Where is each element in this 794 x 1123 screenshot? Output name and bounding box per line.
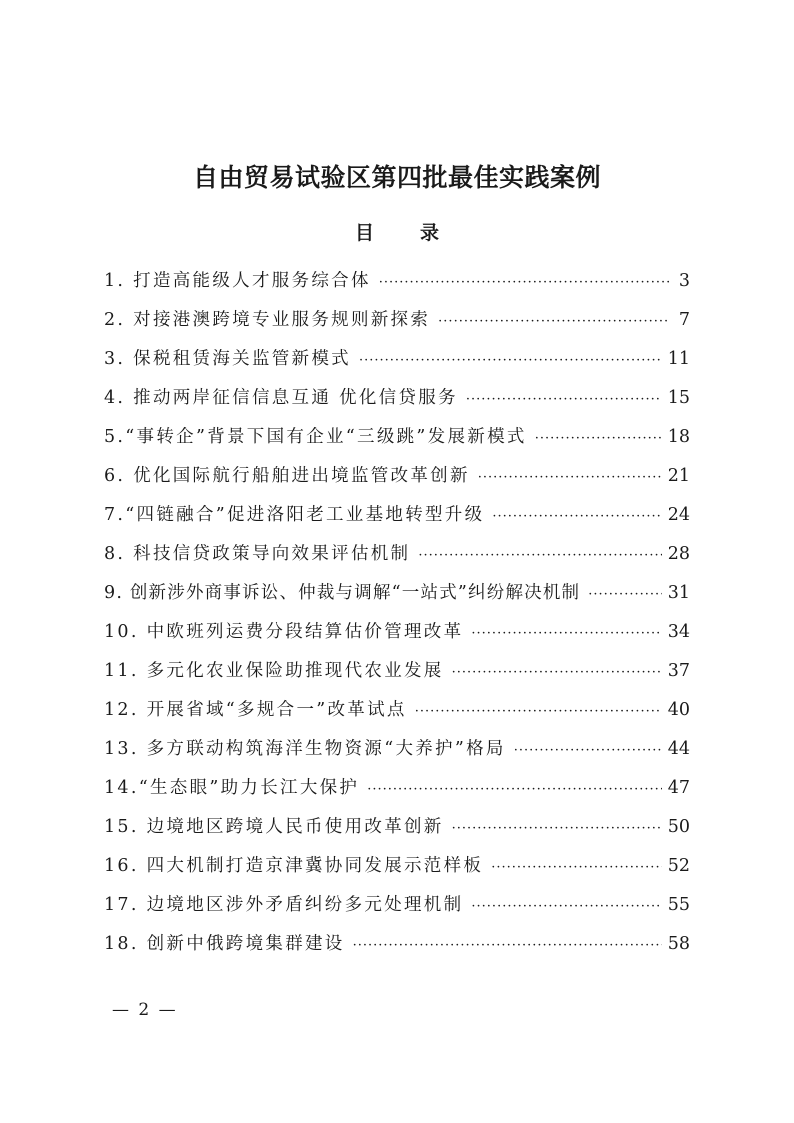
- toc-leader-dots: [491, 853, 662, 883]
- toc-entry-1[interactable]: [104, 266, 690, 305]
- toc-leader-dots: [452, 814, 662, 844]
- toc-entry-title: 16. 四大机制打造京津冀协同发展示范样板: [104, 856, 484, 876]
- toc-leader-dots: [418, 541, 661, 571]
- toc-entry-6[interactable]: [104, 461, 690, 500]
- toc-leader-dots: [353, 931, 662, 961]
- toc-entry-title: 12. 开展省域“多规合一”改革试点: [104, 700, 407, 720]
- toc-entry-title: 10. 中欧班列运费分段结算估价管理改革: [104, 622, 464, 642]
- toc-entry-title: 15. 边境地区跨境人民币使用改革创新: [104, 817, 444, 837]
- toc-leader-dots: [492, 502, 661, 532]
- toc-heading-char-1: 目: [354, 222, 374, 244]
- toc-leader-dots: [452, 658, 662, 688]
- toc-entry-15[interactable]: [104, 812, 690, 851]
- toc-entry-16[interactable]: [104, 851, 690, 890]
- toc-entry-2[interactable]: [104, 305, 690, 344]
- toc-entry-page: 52: [667, 856, 690, 876]
- toc-entry-title: 3. 保税租赁海关监管新模式: [104, 349, 351, 369]
- toc-entry-title: 11. 多元化农业保险助推现代农业发展: [104, 661, 444, 681]
- toc-entry-18[interactable]: [104, 929, 690, 968]
- toc-entry-4[interactable]: [104, 383, 690, 422]
- toc-entry-title: 17. 边境地区涉外矛盾纠纷多元处理机制: [104, 895, 464, 915]
- toc-entry-page: 34: [667, 622, 690, 642]
- toc-leader-dots: [471, 892, 661, 922]
- toc-entry-title: 7.“四链融合”促进洛阳老工业基地转型升级: [104, 505, 485, 525]
- toc-entry-11[interactable]: [104, 656, 690, 695]
- toc-leader-dots: [379, 268, 670, 298]
- toc-entry-page: 24: [667, 505, 690, 525]
- toc-entry-title: 1. 打造高能级人才服务综合体: [104, 271, 371, 291]
- toc-entry-title: 14.“生态眼”助力长江大保护: [104, 778, 360, 798]
- toc-heading: [0, 218, 794, 245]
- toc-leader-dots: [367, 775, 661, 805]
- toc-entry-page: 11: [667, 349, 690, 369]
- toc-entry-title: 6. 优化国际航行船舶进出境监管改革创新: [104, 466, 470, 486]
- toc-entry-title: 18. 创新中俄跨境集群建设: [104, 934, 345, 954]
- toc-entry-title: 2. 对接港澳跨境专业服务规则新探索: [104, 310, 431, 330]
- toc-entry-page: 37: [667, 661, 690, 681]
- toc-entry-page: 50: [667, 817, 690, 837]
- toc-entry-page: 21: [667, 466, 690, 486]
- toc-entry-9[interactable]: [104, 578, 690, 617]
- toc-entry-page: 55: [667, 895, 690, 915]
- toc-entry-title: 9. 创新涉外商事诉讼、仲裁与调解“一站式”纠纷解决机制: [104, 583, 581, 603]
- toc-entry-page: 58: [667, 934, 690, 954]
- toc-entry-page: 31: [667, 583, 690, 603]
- toc-entry-17[interactable]: [104, 890, 690, 929]
- toc-entry-page: 28: [667, 544, 690, 564]
- toc-leader-dots: [471, 619, 661, 649]
- toc-leader-dots: [535, 424, 662, 454]
- toc-entry-page: 18: [667, 427, 690, 447]
- toc-entry-title: 5.“事转企”背景下国有企业“三级跳”发展新模式: [104, 427, 527, 447]
- document-title: 自由贸易试验区第四批最佳实践案例: [192, 163, 601, 192]
- toc-leader-dots: [514, 736, 662, 766]
- page-number-footer: — 2 —: [112, 1000, 178, 1020]
- toc-entry-page: 44: [667, 739, 690, 759]
- toc-entry-10[interactable]: [104, 617, 690, 656]
- table-of-contents: [104, 266, 690, 968]
- toc-leader-dots: [438, 307, 670, 337]
- toc-entry-page: 40: [667, 700, 690, 720]
- toc-entry-7[interactable]: [104, 500, 690, 539]
- toc-entry-page: 7: [678, 310, 690, 330]
- toc-entry-page: 3: [678, 271, 690, 291]
- toc-entry-13[interactable]: [104, 734, 690, 773]
- toc-entry-page: 47: [667, 778, 690, 798]
- toc-entry-14[interactable]: [104, 773, 690, 812]
- toc-heading-char-2: 录: [420, 222, 440, 244]
- toc-entry-8[interactable]: [104, 539, 690, 578]
- toc-entry-5[interactable]: [104, 422, 690, 461]
- toc-entry-12[interactable]: [104, 695, 690, 734]
- toc-entry-3[interactable]: [104, 344, 690, 383]
- toc-leader-dots: [359, 346, 662, 376]
- toc-leader-dots: [478, 463, 662, 493]
- toc-entry-title: 8. 科技信贷政策导向效果评估机制: [104, 544, 411, 564]
- toc-leader-dots: [466, 385, 662, 415]
- toc-leader-dots: [415, 697, 662, 727]
- toc-entry-title: 13. 多方联动构筑海洋生物资源“大养护”格局: [104, 739, 506, 759]
- toc-entry-title: 4. 推动两岸征信信息互通 优化信贷服务: [104, 388, 458, 408]
- toc-entry-page: 15: [667, 388, 690, 408]
- toc-leader-dots: [588, 580, 661, 610]
